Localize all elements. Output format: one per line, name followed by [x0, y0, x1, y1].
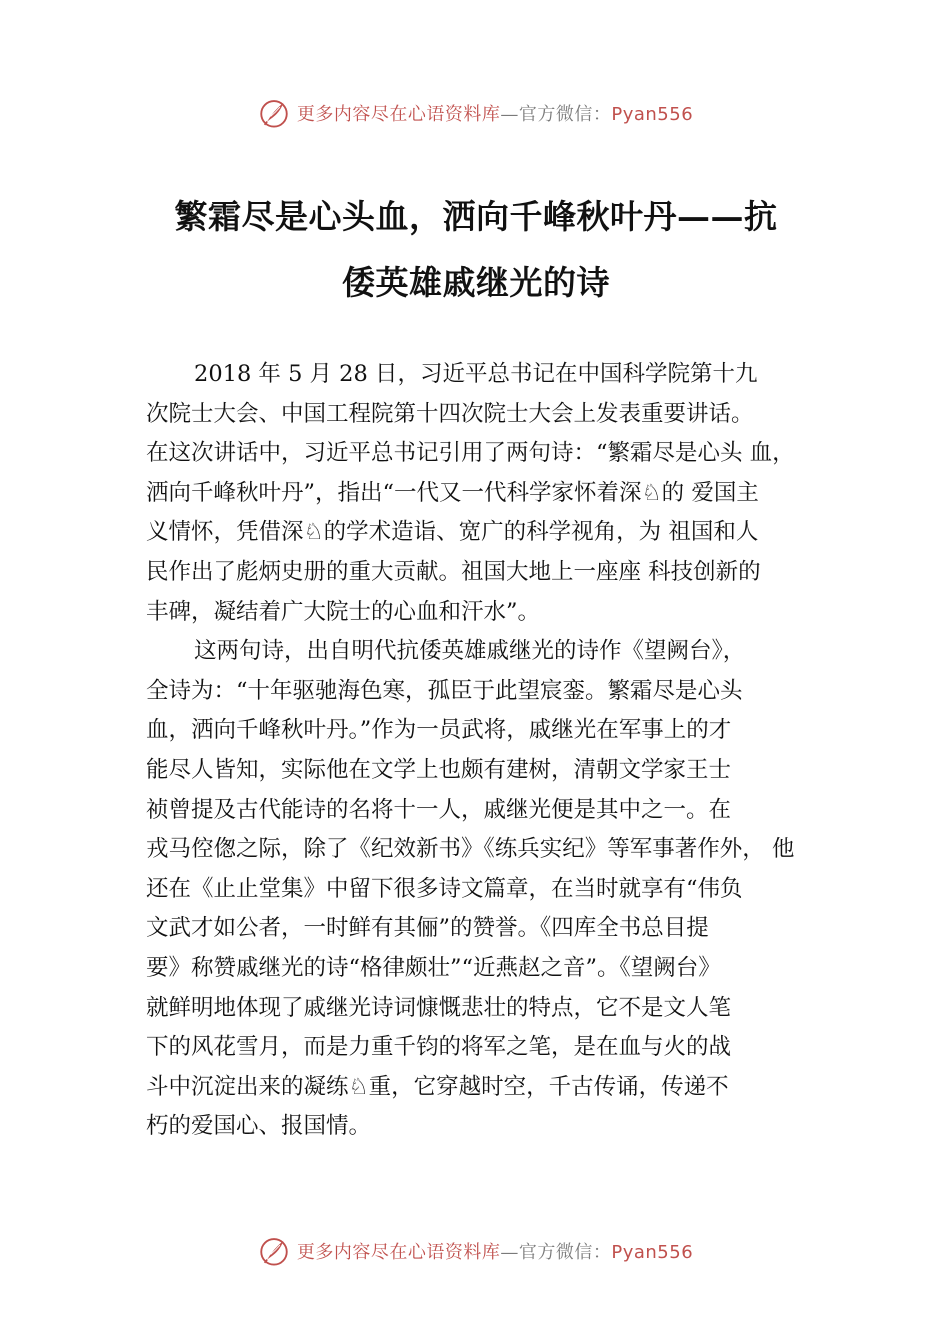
quill-pen-logo-icon	[257, 1234, 291, 1268]
paragraph-line: 这两句诗，出自明代抗倭英雄戚继光的诗作《望阙台》，	[194, 638, 746, 665]
paragraph-line: 血，洒向千峰秋叶丹。”作为一员武将，戚继光在军事上的才	[146, 717, 732, 744]
paragraph-line: 丰碑，凝结着广大院士的心血和汗水”。	[146, 598, 541, 625]
paragraph-line: 要》称赞戚继光的诗“格律颇壮”“近燕赵之音”。《望阙台》	[146, 954, 721, 981]
paragraph-line: 祯曾提及古代能诗的名将十一人，戚继光便是其中之一。在	[146, 796, 732, 823]
wechat-id: Pyan556	[611, 104, 694, 125]
paragraph-line: 在这次讲话中，习近平总书记引用了两句诗：“繁霜尽是心头 血，	[146, 440, 795, 467]
header-watermark	[0, 96, 950, 130]
paragraph-line: 洒向千峰秋叶丹”，指出“一代又一代科学家怀着深♘的 爱国主	[146, 479, 759, 506]
paragraph-line: 全诗为：“十年驱驰海色寒，孤臣于此望宸銮。繁霜尽是心头	[146, 677, 743, 704]
paragraph-line: 能尽人皆知，实际他在文学上也颇有建树，清朝文学家王士	[146, 756, 732, 783]
paragraph-line: 下的风花雪月，而是力重千钧的将军之笔，是在血与火的战	[146, 1034, 732, 1061]
paragraph-line: 次院士大会、中国工程院第十四次院士大会上发表重要讲话。	[146, 400, 754, 427]
footer-watermark	[0, 1234, 950, 1268]
page-title	[146, 184, 806, 316]
title-line: 繁霜尽是心头血，洒向千峰秋叶丹——抗	[174, 197, 778, 236]
paragraph-line: 民作出了彪炳史册的重大贡献。祖国大地上一座座 科技创新的	[146, 558, 761, 585]
paragraph-line: 文武才如公者，一时鲜有其俪”的赞誉。《四库全书总目提	[146, 915, 709, 942]
watermark-text: 更多内容尽在心语资料库—官方微信：Pyan556	[296, 104, 694, 125]
paragraph-line: 就鲜明地体现了戚继光诗词慷慨悲壮的特点，它不是文人笔	[146, 994, 732, 1021]
article-body	[146, 355, 806, 1147]
paragraph-line: 2018 年 5 月 28 日，习近平总书记在中国科学院第十九	[194, 361, 758, 387]
title-line: 倭英雄戚继光的诗	[342, 263, 610, 302]
paragraph-line: 还在《止止堂集》中留下很多诗文篇章，在当时就享有“伟负	[146, 875, 743, 902]
watermark-text: 更多内容尽在心语资料库—官方微信：Pyan556	[296, 1242, 694, 1263]
paragraph-line: 戎马倥偬之际，除了《纪效新书》《练兵实纪》等军事著作外， 他	[146, 836, 795, 863]
paragraph-line: 义情怀，凭借深♘的学术造诣、宽广的科学视角，为 祖国和人	[146, 519, 759, 546]
quill-pen-logo-icon	[257, 96, 291, 130]
paragraph-line: 朽的爱国心、报国情。	[146, 1113, 372, 1140]
wechat-id: Pyan556	[611, 1242, 694, 1263]
paragraph-line: 斗中沉淀出来的凝练♘重，它穿越时空，千古传诵，传递不	[146, 1073, 729, 1100]
